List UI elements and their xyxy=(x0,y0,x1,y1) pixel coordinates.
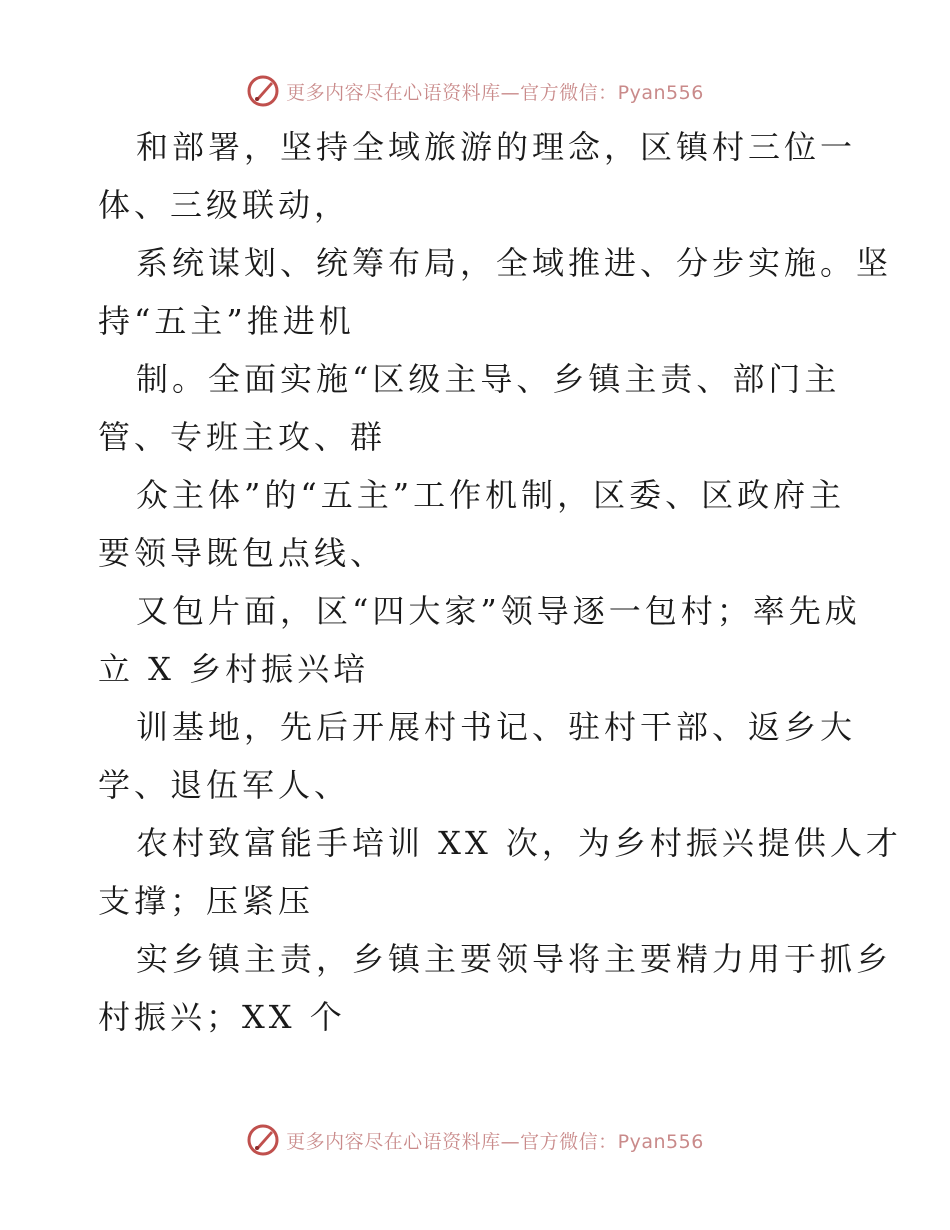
watermark-text: 更多内容尽在心语资料库—官方微信：Pyan556 xyxy=(286,81,704,104)
text-line: 又包片面，区“四大家”领导逐一包村；率先成 xyxy=(136,592,861,630)
text-line: 持“五主”推进机 xyxy=(98,302,355,340)
text-line: 学、退伍军人、 xyxy=(98,766,351,804)
text-line: 众主体”的“五主”工作机制，区委、区政府主 xyxy=(136,476,846,514)
watermark-text: 更多内容尽在心语资料库—官方微信：Pyan556 xyxy=(286,1130,704,1153)
quill-logo-icon xyxy=(246,1123,280,1157)
text-line: 村振兴；XX 个 xyxy=(98,998,346,1036)
text-line: 支撑；压紧压 xyxy=(98,882,315,920)
quill-logo-icon xyxy=(246,74,280,108)
header-watermark xyxy=(0,74,950,108)
text-line: 立 X 乡村振兴培 xyxy=(98,650,370,688)
text-line: 和部署，坚持全域旅游的理念，区镇村三位一 xyxy=(136,128,857,166)
document-body xyxy=(98,118,902,1046)
text-line: 管、专班主攻、群 xyxy=(98,418,387,456)
text-line: 系统谋划、统筹布局，全域推进、分步实施。坚 xyxy=(136,244,893,282)
text-line: 农村致富能手培训 XX 次，为乡村振兴提供人才 xyxy=(136,824,902,862)
text-line: 要领导既包点线、 xyxy=(98,534,387,572)
text-line: 体、三级联动， xyxy=(98,186,351,224)
text-line: 实乡镇主责，乡镇主要领导将主要精力用于抓乡 xyxy=(136,940,893,978)
text-line: 制。全面实施“区级主导、乡镇主责、部门主 xyxy=(136,360,841,398)
footer-watermark xyxy=(0,1123,950,1157)
text-line: 训基地，先后开展村书记、驻村干部、返乡大 xyxy=(136,708,857,746)
